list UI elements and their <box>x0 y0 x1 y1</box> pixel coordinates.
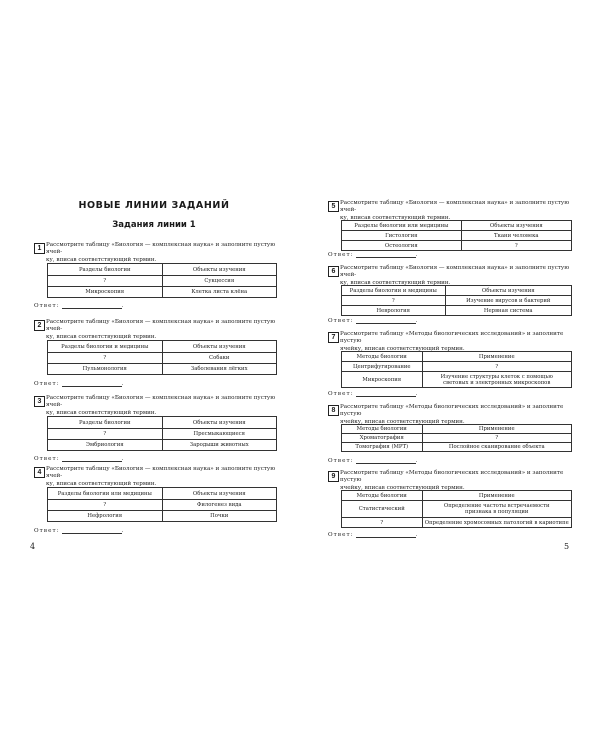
answer-field[interactable]: Ответ: . <box>328 252 419 258</box>
answer-field[interactable]: Ответ: . <box>328 458 419 464</box>
task-text: Рассмотрите таблицу «Биология — комплексная наука» и заполните пустую ячей- ку, вписав соответствующий термин. <box>46 466 276 487</box>
answer-field[interactable]: Ответ: . <box>34 381 125 387</box>
page-number-left: 4 <box>30 542 36 551</box>
table-cell: ? <box>461 241 571 251</box>
task-number: 6 <box>328 266 339 277</box>
table-cell: Филогенез вида <box>162 500 277 511</box>
answer-field[interactable]: Ответ: . <box>328 318 419 324</box>
task-table <box>341 490 572 528</box>
task-number: 9 <box>328 471 339 482</box>
table-cell: Гистология <box>342 231 462 241</box>
table-cell: Методы биологии <box>342 425 423 434</box>
table-cell: Методы биологии <box>342 491 423 501</box>
table-cell: ? <box>422 434 572 443</box>
task-table <box>47 487 277 522</box>
section-heading: НОВЫЕ ЛИНИИ ЗАДАНИЙ <box>78 200 230 211</box>
task-text: Рассмотрите таблицу «Биология — комплексная наука» и заполните пустую ячей- ку, вписав соответствующий термин. <box>340 265 570 286</box>
table-cell: Почки <box>162 511 277 522</box>
table-cell: Хроматография <box>342 434 423 443</box>
task-text: Рассмотрите таблицу «Биология — комплексная наука» и заполните пустую ячей- ку, вписав соответствующий термин. <box>46 395 276 416</box>
task-table <box>47 416 277 451</box>
table-cell: Пресмыкающиеся <box>162 429 277 440</box>
task-number: 1 <box>34 243 45 254</box>
task-table <box>341 351 572 388</box>
task-number: 3 <box>34 396 45 407</box>
answer-field[interactable]: Ответ: . <box>328 532 419 538</box>
table-cell: Разделы биологии или медицины <box>48 488 163 500</box>
task-table <box>47 263 277 298</box>
task-text: Рассмотрите таблицу «Биология — комплексная наука» и заполните пустую ячей- ку, вписав соответствующий термин. <box>46 242 276 263</box>
table-cell: ? <box>48 276 163 287</box>
table-cell: Объекты изучения <box>162 341 277 353</box>
table-cell: Зародыши животных <box>162 440 277 451</box>
task-text: Рассмотрите таблицу «Биология — комплексная наука» и заполните пустую ячей- ку, вписав соответствующий термин. <box>340 200 570 221</box>
answer-field[interactable]: Ответ: . <box>34 456 125 462</box>
table-cell: Применение <box>422 352 572 362</box>
task-text: Рассмотрите таблицу «Биология — комплексная наука» и заполните пустую ячей- ку, вписав соответствующий термин. <box>46 319 276 340</box>
task-number: 5 <box>328 201 339 212</box>
table-cell: Разделы биологии и медицины <box>342 286 446 296</box>
page-number-right: 5 <box>564 542 570 551</box>
task-number: 2 <box>34 320 45 331</box>
table-cell: ? <box>342 296 446 306</box>
table-cell: Заболевания лёгких <box>162 364 277 375</box>
task-text: Рассмотрите таблицу «Методы биологических исследований» и заполните пустую ячейку, вписав соответствующий термин. <box>340 404 564 425</box>
table-cell: Объекты изучения <box>162 417 277 429</box>
table-cell: Методы биологии <box>342 352 423 362</box>
answer-field[interactable]: Ответ: . <box>34 528 125 534</box>
task-number: 7 <box>328 332 339 343</box>
table-cell: Ткани человека <box>461 231 571 241</box>
table-cell: ? <box>48 429 163 440</box>
table-cell: Неврология <box>342 306 446 316</box>
table-cell: Клетка листа клёна <box>162 287 277 298</box>
table-cell: Определение частоты встречаемости признака в популяции <box>422 501 572 518</box>
table-cell: Разделы биологии <box>48 264 163 276</box>
answer-field[interactable]: Ответ: . <box>328 391 419 397</box>
answer-field[interactable]: Ответ: . <box>34 303 125 309</box>
table-cell: Применение <box>422 491 572 501</box>
table-cell: Статистический <box>342 501 423 518</box>
table-cell: ? <box>48 353 163 364</box>
table-cell: Сукцессия <box>162 276 277 287</box>
table-cell: Объекты изучения <box>162 488 277 500</box>
task-table <box>341 220 572 251</box>
table-cell: Объекты изучения <box>445 286 572 296</box>
table-cell: ? <box>48 500 163 511</box>
table-cell: Разделы биологии <box>48 417 163 429</box>
table-cell: Послойное сканирование объекта <box>422 443 572 452</box>
table-cell: Микроскопия <box>342 372 423 388</box>
table-cell: Определение хромосомных патологий в кариотипе <box>422 518 572 528</box>
task-table <box>47 340 277 375</box>
table-cell: Применение <box>422 425 572 434</box>
table-cell: Микроскопия <box>48 287 163 298</box>
task-table <box>341 424 572 452</box>
task-text: Рассмотрите таблицу «Методы биологических исследований» и заполните пустую ячейку, вписав соответствующий термин. <box>340 331 564 352</box>
table-cell: ? <box>422 362 572 372</box>
table-cell: Разделы биологии и медицины <box>48 341 163 353</box>
table-cell: Собаки <box>162 353 277 364</box>
task-number: 8 <box>328 405 339 416</box>
table-cell: ? <box>342 518 423 528</box>
table-cell: Нефрология <box>48 511 163 522</box>
task-text: Рассмотрите таблицу «Методы биологических исследований» и заполните пустую ячейку, вписав соответствующий термин. <box>340 470 564 491</box>
table-cell: Объекты изучения <box>461 221 571 231</box>
table-cell: Центрифугирование <box>342 362 423 372</box>
table-cell: Эмбриология <box>48 440 163 451</box>
task-table <box>341 285 572 316</box>
table-cell: Остеология <box>342 241 462 251</box>
table-cell: Объекты изучения <box>162 264 277 276</box>
task-number: 4 <box>34 467 45 478</box>
table-cell: Нервная система <box>445 306 572 316</box>
table-cell: Томография (МРТ) <box>342 443 423 452</box>
table-cell: Изучение вирусов и бактерий <box>445 296 572 306</box>
table-cell: Разделы биологии или медицины <box>342 221 462 231</box>
table-cell: Изучение структуры клеток с помощью световых и электронных микроскопов <box>422 372 572 388</box>
table-cell: Пульмонология <box>48 364 163 375</box>
section-subheading: Задания линии 1 <box>112 220 196 230</box>
